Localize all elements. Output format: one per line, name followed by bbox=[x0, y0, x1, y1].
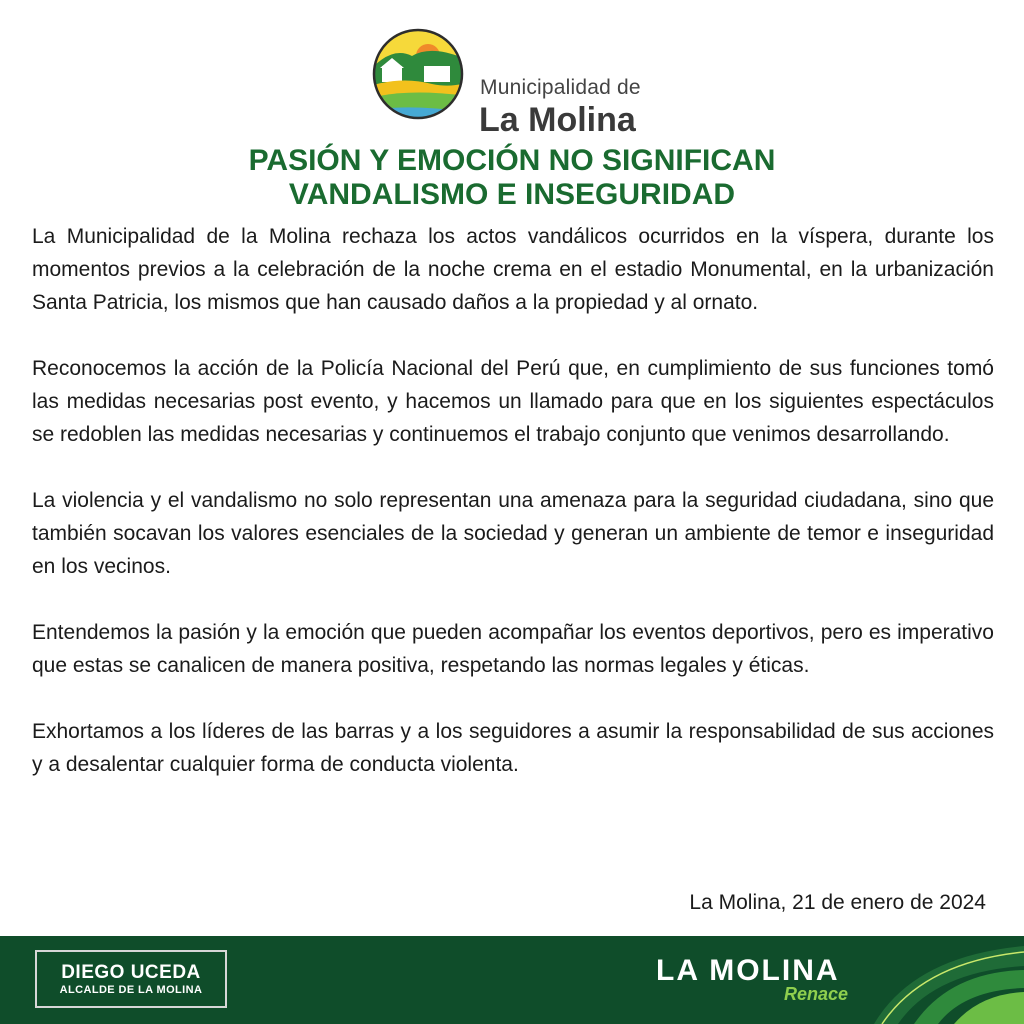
org-prefix: Municipalidad de bbox=[480, 76, 641, 99]
municipal-logo-icon bbox=[372, 26, 464, 126]
page-title bbox=[0, 144, 1024, 212]
mayor-name: DIEGO UCEDA bbox=[61, 962, 201, 983]
paragraph: La violencia y el vandalismo no solo representan una amenaza para la seguridad ciudadana, sino que también socavan los valores esenciales de la sociedad y generan un ambiente de temor e inseguridad en los vecinos. bbox=[32, 489, 994, 578]
title-line-1: PASIÓN Y EMOCIÓN NO SIGNIFICAN bbox=[248, 144, 776, 177]
paragraph: La Municipalidad de la Molina rechaza los actos vandálicos ocurridos en la víspera, durante los momentos previos a la celebración de la noche crema en el estadio Monumental, en la urbanización Santa Patricia, los mismos que han causado daños a la propiedad y al ornato. bbox=[32, 225, 994, 314]
header bbox=[372, 26, 672, 139]
mayor-role: ALCALDE DE LA MOLINA bbox=[59, 984, 203, 996]
title-line-2: VANDALISMO E INSEGURIDAD bbox=[288, 178, 736, 211]
mayor-badge bbox=[35, 950, 227, 1008]
footer-banner bbox=[0, 936, 1024, 1024]
org-name: La Molina bbox=[479, 101, 636, 139]
paragraph: Reconocemos la acción de la Policía Nacional del Perú que, en cumplimiento de sus funciones tomó las medidas necesarias post evento, y hacemos un llamado para que en los siguientes espectáculos se redoblen las medidas necesarias y continuemos el trabajo conjunto que venimos desarrollando. bbox=[32, 357, 994, 446]
statement-body bbox=[32, 220, 994, 814]
statement-date: La Molina, 21 de enero de 2024 bbox=[689, 891, 986, 914]
decorative-swoosh-icon bbox=[854, 936, 1024, 1024]
brand-logo-text: LA MOLINA bbox=[656, 954, 840, 987]
brand-tagline: Renace bbox=[784, 984, 849, 1004]
paragraph: Exhortamos a los líderes de las barras y a los seguidores a asumir la responsabilidad de sus acciones y a desalentar cualquier forma de conducta violenta. bbox=[32, 720, 994, 776]
paragraph: Entendemos la pasión y la emoción que pueden acompañar los eventos deportivos, pero es imperativo que estas se canalicen de manera positiva, respetando las normas legales y éticas. bbox=[32, 621, 994, 677]
